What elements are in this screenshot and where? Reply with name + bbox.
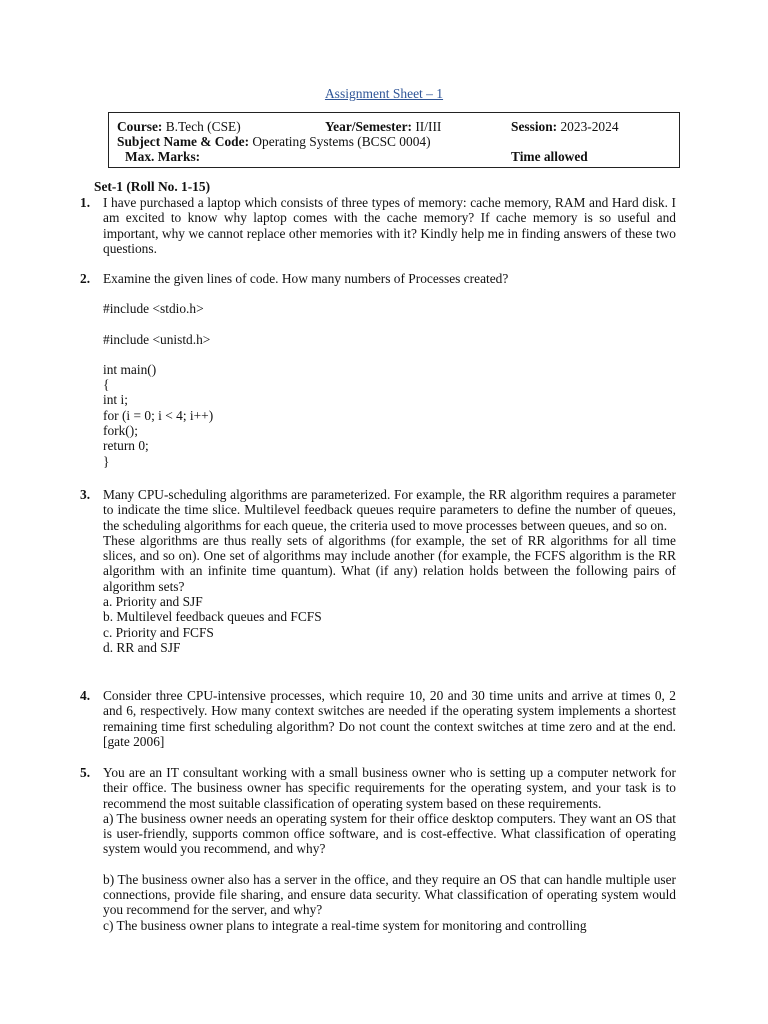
- code-line: {: [103, 377, 110, 393]
- code-line: int main(): [103, 361, 157, 377]
- code-line: #include <stdio.h>: [103, 301, 204, 317]
- question-number: 5.: [80, 765, 91, 780]
- page-title: Assignment Sheet – 1: [324, 86, 444, 101]
- question-3: [80, 487, 676, 655]
- code-line: fork();: [103, 423, 138, 439]
- subject-info: Subject Name & Code: Operating Systems (BCSC 0004): [117, 134, 431, 149]
- max-marks-label: Max. Marks:: [125, 149, 201, 164]
- code-line: int i;: [103, 392, 128, 408]
- question-part-a: a) The business owner needs an operating system for their office desktop computers. They want an OS that is user-friendly, supports common office software, and is cost-effective. What classification of operating system would you recommend, and why?: [103, 810, 676, 857]
- question-5: [80, 765, 676, 933]
- question-text: Consider three CPU-intensive processes, which require 10, 20 and 30 time units and arrive at times 0, 2 and 6, respectively. How many context switches are needed if the operating system implements a shortest remaining time first scheduling algorithm? Do not count the context switches at time zero and at the end. [gate 2006]: [103, 688, 676, 749]
- question-number: 4.: [80, 688, 91, 703]
- code-line: }: [103, 453, 110, 469]
- question-text: Examine the given lines of code. How many numbers of Processes created?: [103, 271, 509, 286]
- question-number: 2.: [80, 271, 91, 286]
- question-text: You are an IT consultant working with a small business owner who is setting up a computer network for their office. The business owner has specific requirements for the operating system, and your task is to recommend the most suitable classification of operating system based on these requirements.: [103, 765, 676, 811]
- question-part-b: b) The business owner also has a server in the office, and they require an OS that can handle multiple user connections, provide file sharing, and ensure data security. What classification of operating system would you recommend for the server, and why?: [103, 871, 676, 918]
- question-text: These algorithms are thus really sets of algorithms (for example, the set of RR algorithms for all time slices, and so on). One set of algorithms may include another (for example, the FCFS algorithm is the RR algorithm with an infinite time quantum). What (if any) relation holds between the following pairs of algorithm sets?: [103, 532, 676, 594]
- time-allowed-label: Time allowed: [511, 149, 588, 164]
- code-line: return 0;: [103, 438, 149, 454]
- question-number: 3.: [80, 487, 91, 502]
- question-4: [80, 688, 676, 749]
- question-2: [80, 271, 676, 469]
- course-info-box: [108, 112, 680, 168]
- year-semester-info: Year/Semester: II/III: [325, 119, 442, 134]
- question-part-c: c) The business owner plans to integrate a real-time system for monitoring and controlling: [103, 917, 587, 933]
- question-text: I have purchased a laptop which consists of three types of memory: cache memory, RAM and Hard disk. I am excited to know why laptop comes with the cache memory? If cache memory is so useful and important, why we cannot replace other memories with it? Kindly help me in finding answers of these two questions.: [103, 195, 676, 256]
- course-info: Course: B.Tech (CSE): [117, 119, 241, 134]
- set-title: Set-1 (Roll No. 1-15): [94, 179, 211, 194]
- option-item: b. Multilevel feedback queues and FCFS: [103, 609, 322, 625]
- question-number: 1.: [80, 195, 91, 210]
- option-item: d. RR and SJF: [103, 639, 181, 655]
- question-1: [80, 195, 676, 256]
- option-item: c. Priority and FCFS: [103, 624, 214, 640]
- option-item: a. Priority and SJF: [103, 594, 203, 610]
- session-info: Session: 2023-2024: [511, 119, 619, 134]
- question-text: Many CPU-scheduling algorithms are parameterized. For example, the RR algorithm requires a parameter to indicate the time slice. Multilevel feedback queues require parameters to define the number of queues, the scheduling algorithms for each queue, the criteria used to move processes between queues, and so on.: [103, 487, 676, 533]
- code-line: #include <unistd.h>: [103, 331, 211, 347]
- code-line: for (i = 0; i < 4; i++): [103, 407, 214, 423]
